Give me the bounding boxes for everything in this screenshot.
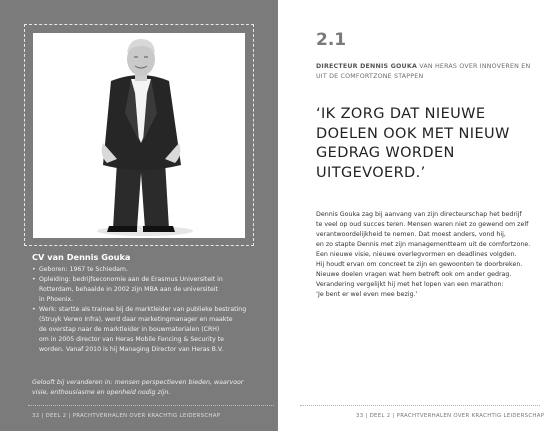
subtitle-line-1 bbox=[316, 62, 536, 72]
subtitle-name: DIRECTEUR DENNIS GOUKA bbox=[316, 63, 418, 70]
cv-item-work bbox=[32, 305, 264, 355]
cv-line: de overstap naar de marktleider in bouwmaterialen (CRH) bbox=[39, 326, 220, 333]
subtitle-line-2: UIT DE COMFORTZONE STAPPEN bbox=[316, 73, 424, 80]
page-footer-right: 33 | DEEL 2 | PRACHTVERHALEN OVER KRACHTIG LEIDERSCHAP bbox=[356, 413, 545, 419]
body-line: Verandering vergelijkt hij met het lopen van een marathon: bbox=[316, 281, 504, 288]
pull-quote-line: UITGEVOERD.’ bbox=[316, 164, 426, 181]
body-text bbox=[316, 210, 538, 300]
body-line: te veel op oud succes teren. Mensen waren niet zo gewend om zelf bbox=[316, 221, 529, 228]
belief-quote-line: Gelooft bij veranderen in: mensen perspectieven bieden, waarvoor bbox=[32, 379, 244, 386]
cv-line: • Werk: startte als trainee bij de marktleider van publieke bestrating bbox=[39, 306, 247, 313]
cv-item-born bbox=[32, 265, 264, 275]
body-line: verantwoordelijkheid te nemen. Dat moest anders, vond hij, bbox=[316, 231, 506, 238]
cv-line: (Struyk Verwo Infra), werd daar marketingmanager en maakte bbox=[39, 316, 233, 323]
subtitle-rest: VAN HERAS OVER INNOVEREN EN bbox=[417, 63, 531, 70]
cv-line: • Geboren: 1967 te Schiedam. bbox=[39, 266, 128, 273]
cv-title: CV van Dennis Gouka bbox=[32, 252, 131, 262]
belief-quote bbox=[32, 378, 264, 398]
body-line: en zo stapte Dennis met zijn managementteam uit de comfortzone. bbox=[316, 241, 531, 248]
page-footer-left: 32 | DEEL 2 | PRACHTVERHALEN OVER KRACHTIG LEIDERSCHAP bbox=[32, 413, 221, 419]
pull-quote-line: DOELEN OOK MET NIEUW bbox=[316, 125, 510, 142]
section-subtitle bbox=[316, 62, 536, 82]
cv-line: Rotterdam, behaalde in 2002 zijn MBA aan de universiteit bbox=[39, 286, 218, 293]
pull-quote bbox=[316, 105, 536, 183]
section-number: 2.1 bbox=[316, 30, 347, 50]
pull-quote-line: ‘IK ZORG DAT NIEUWE bbox=[316, 106, 486, 122]
cv-list bbox=[32, 265, 264, 355]
body-line: Nieuwe doelen vragen wat hem betreft ook om ander gedrag. bbox=[316, 271, 512, 278]
body-line: ‘Je bent er wel even mee bezig.’ bbox=[316, 291, 418, 298]
pull-quote-line: GEDRAG WORDEN bbox=[316, 145, 455, 161]
belief-quote-line: visie, enthousiasme en openheid nodig zijn. bbox=[32, 389, 171, 396]
footer-rule bbox=[300, 405, 540, 406]
cv-line: in Phoenix. bbox=[39, 296, 74, 303]
body-line: Een nieuwe visie, nieuwe overlegvormen en deadlines volgden. bbox=[316, 251, 517, 258]
cv-item-education bbox=[32, 275, 264, 305]
cv-line: worden. Vanaf 2010 is hij Managing Director van Heras B.V. bbox=[39, 346, 224, 353]
body-line: Dennis Gouka zag bij aanvang van zijn directeurschap het bedrijf bbox=[316, 211, 522, 218]
cv-line: om in 2005 director van Heras Mobile Fencing & Security te bbox=[39, 336, 224, 343]
cv-line: • Opleiding: bedrijfseconomie aan de Erasmus Universiteit in bbox=[39, 276, 223, 283]
body-line: Hij houdt ervan om concreet te zijn en gewoonten te doorbreken. bbox=[316, 261, 523, 268]
footer-rule bbox=[28, 405, 274, 406]
portrait-photo bbox=[33, 33, 245, 238]
